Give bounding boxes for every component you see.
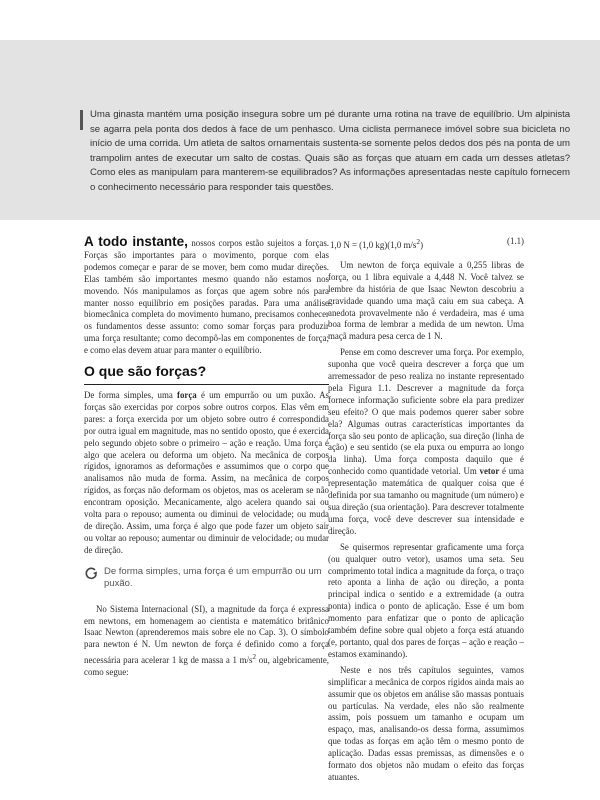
text-run: é uma representação matemática de qualquer coisa que é definida por sua tamanho ou magnitude (um número) e sua direção (sua orientação). Para descrever totalmente uma força, você deve descrever sua intensidade e direção. [328, 466, 524, 536]
paragraph-si-units [84, 604, 329, 679]
formula-text: 1,0 N = (1,0 kg)(1,0 m/s [330, 239, 417, 250]
formula-close: ) [420, 239, 424, 250]
equation-formula [328, 236, 423, 252]
right-column [328, 236, 524, 784]
equation-number: (1.1) [506, 236, 524, 246]
text-run: é um empurrão ou um puxão. As forças são exercidas por corpos sobre outros corpos. Elas vêm em pares: a força exercida por um objeto sobre outro é correspondida por outra igual em magnitude, mas no sentido oposto, que é exercida pelo segundo objeto sobre o primeiro – ação e reação. Uma força é algo que acelera ou deforma um objeto. Na mecânica de corpos rígidos, ignoramos as deformações e assumimos que o corpo que analisamos não muda de forma. Assim, na mecânica de corpos rígidos, as forças não deformam os objetos, mas os aceleram se não encontram oposição. Mecanicamente, algo acelera quando sai ou volta para o repouso; aumenta ou diminui de velocidade; ou muda de direção. Assim, uma força é algo que pode fazer um objeto sair ou voltar ao repouso; aumentar ou diminuir de velocidade; ou mudar de direção. [84, 389, 329, 555]
term-forca: força [177, 389, 197, 400]
paragraph-force-definition [84, 390, 329, 557]
text-run: De forma simples, uma [84, 389, 178, 400]
text-run: No Sistema Internacional (SI), a magnitude da força é expressa em newtons, em homenagem ao cientista e matemático britânico Isaac Newton (aprenderemos mais sobre ele no Cap. 3). O símbolo para newton é N. Um newton de força é definido como a força necessária para acelerar 1 kg de massa a 1 m/s [84, 603, 329, 666]
paragraph-newton: Um newton de força equivale a 0,255 libras de força, ou 1 libra equivale a 4,448 N. Você talvez se lembre da história de que Isaac Newton descobriu a gravidade quando uma maçã caiu em sua cabeça. A anedota provavelmente não é verdadeira, mas é uma boa forma de lembrar a medida de um newton. Uma maçã madura pesa cerca de 1 N. [328, 259, 524, 342]
paragraph-arrow-representation: Se quisermos representar graficamente uma força (ou qualquer outro vetor), usamos uma seta. Seu comprimento total indica a magnitude da força, o traço reto aponta a linha de ação ou direção, a ponta principal indica o sentido e a extremidade (a outra ponta) indica o ponto de aplicação. Esse é um bom momento para enfatizar que o ponto de aplicação também define sobre qual objeto a força está atuando (e, portanto, qual dos pares de forças – ação e reação – estamos examinando). [328, 541, 524, 659]
text-run: Pense em como descrever uma força. Por exemplo, suponha que você queira descrever a força que um arremessador de peso realiza no instante representado pela Figura 1.1. Descrever a magnitude da força fornece informação suficiente sobre ela para predizer seu efeito? O que mais podemos querer saber sobre ela? Algumas outras características importantes da força são seu ponto de aplicação, sua direção (linha de ação) e seu sentido (se ela puxa ou empurra ao longo da linha). Uma força composta daquilo que é conhecido como quantidade vetorial. Um [328, 347, 524, 477]
paragraph-point-masses: Neste e nos três capítulos seguintes, vamos simplificar a mecânica de corpos rígidos ainda mais ao assumir que os objetos em análise são massas pontuais ou partículas. Na verdade, eles não são realmente assim, pois possuem um tamanho e ocupam um espaço, mas, analisando-os dessa forma, assumimos que todas as forças em ação têm o mesmo ponto de aplicação. Dadas essas premissas, as dimensões e o formato dos objetos não mudam o efeito das forças atuantes. [328, 664, 524, 782]
term-vetor: vetor [479, 466, 500, 477]
section-heading: O que são forças? [84, 363, 207, 380]
lead-heading: A todo instante, [84, 234, 188, 249]
chapter-intro: Uma ginasta mantém uma posição insegura sobre um pé durante uma rotina na trave de equilíbrio. Um alpinista se agarra pela ponta dos dedos à face de um penhasco. Uma ciclista permanece imóvel sobre sua bicicleta no início de uma corrida. Um atleta de saltos ornamentais sustenta-se somente pelos dedos dos pés na ponta de um trampolim antes de executar um salto de costas. Quais são as forças que atuam em cada um desses atletas? Como eles as manipulam para manterem-se equilibrados? As informações apresentadas neste capítulo fornecem o conhecimento necessário para responder tais questões. [90, 109, 570, 193]
superscript: 2 [416, 237, 421, 246]
lead-paragraph [84, 236, 329, 357]
key-point-callout [84, 566, 329, 590]
arrow-callout-icon [84, 567, 98, 581]
section-rule [84, 384, 329, 385]
text-run: ou, algebricamente, como segue: [84, 655, 329, 678]
callout-text: De forma simples, uma força é um empurrão ou um puxão. [104, 565, 322, 589]
superscript: 2 [252, 652, 257, 662]
left-column [84, 236, 329, 679]
equation-1-1 [328, 236, 524, 252]
paragraph-vector [328, 347, 524, 538]
lead-text: nossos corpos estão sujeitos a forças. Forças são importantes para o movimento, porque com elas podemos começar e parar de se mover, bem como mudar direções. Elas também são importantes mesmo quando não estamos nos movendo. Nós manipulamos as forças que agem sobre nós para manter nosso equilíbrio em posições paradas. Para uma análise biomecânica completa do movimento humano, precisamos conhecer os fundamentos desse assunto: como somar forças para produzir uma força resultante; como decompô-las em componentes de força; e como elas devem atuar para manter o equilíbrio. [84, 238, 330, 356]
intro-marker-bar [80, 110, 83, 130]
